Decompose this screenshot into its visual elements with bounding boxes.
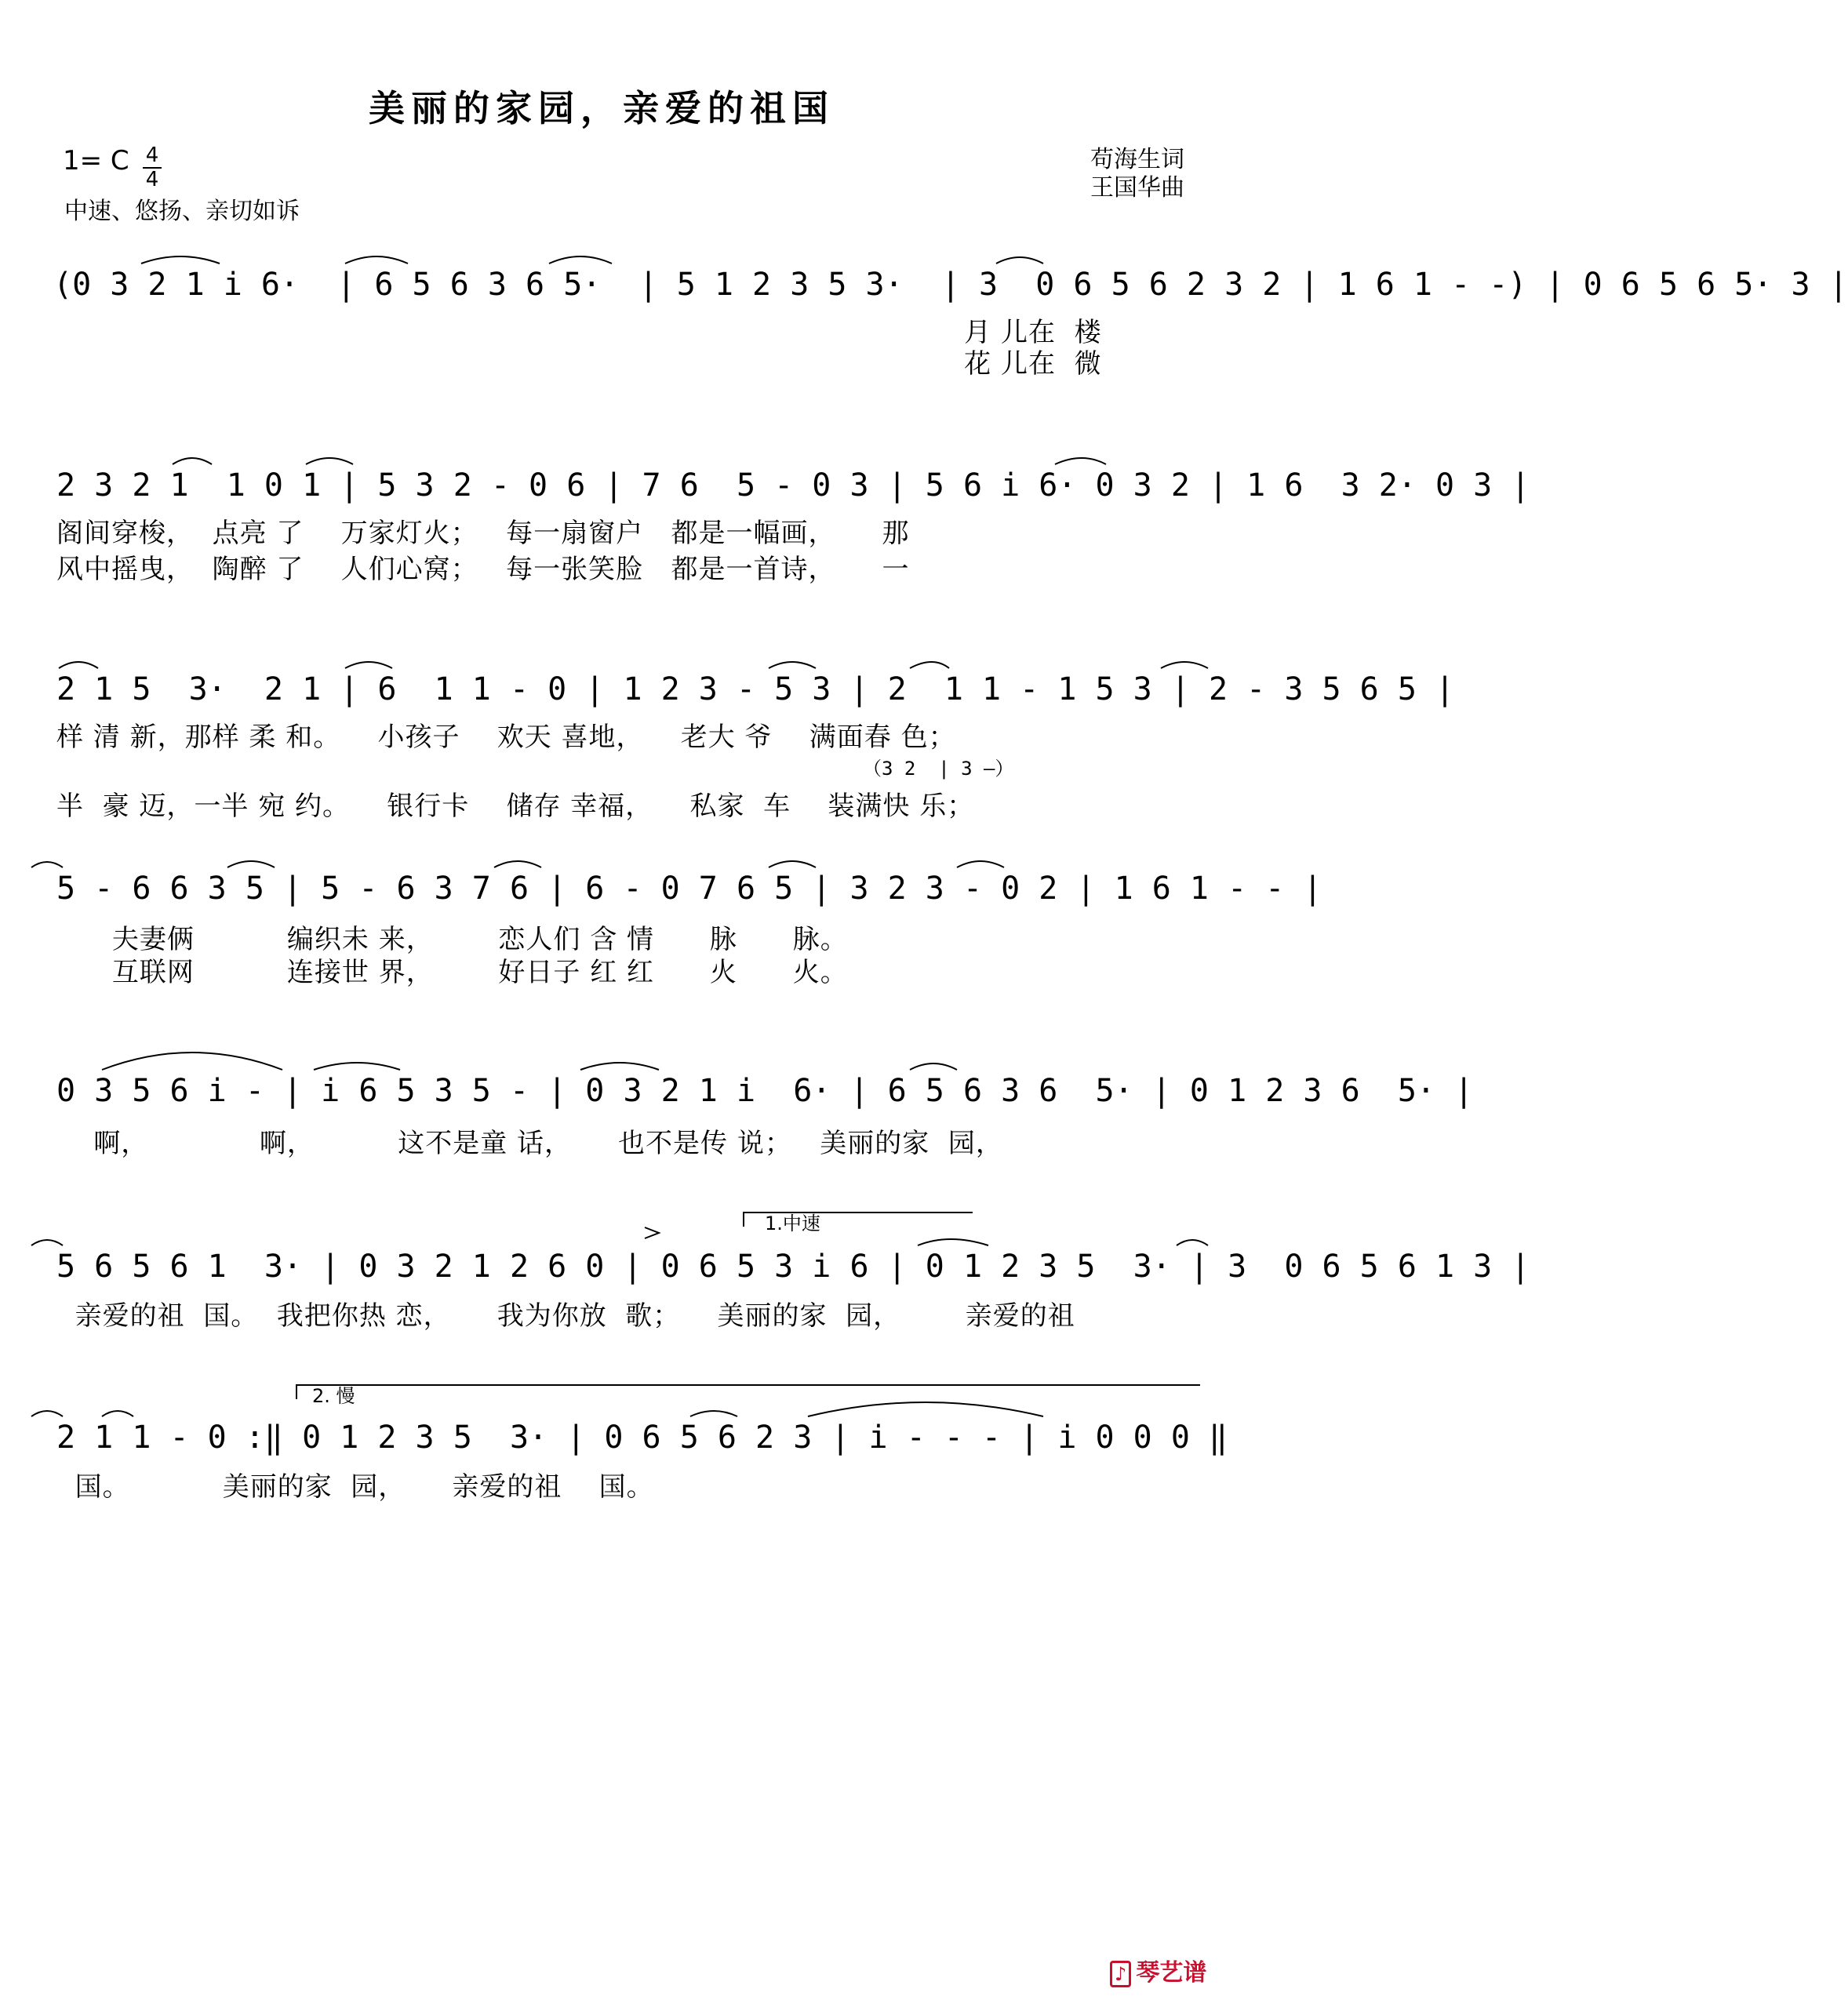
slur: [769, 662, 816, 668]
lyric-line-2b: 风中摇曳， 陶醉 了 人们心窝； 每一张笑脸 都是一首诗， 一: [56, 554, 910, 585]
time-signature: [143, 145, 162, 191]
lyric-line-6: 亲爱的祖 国。 我把你热 恋， 我为你放 歌； 美丽的家 园， 亲爱的祖: [56, 1300, 1075, 1332]
slur: [345, 256, 408, 264]
slur: [59, 662, 98, 668]
slur: [690, 1411, 737, 1416]
slur: [957, 861, 1004, 867]
watermark-text: 琴艺谱: [1136, 1959, 1207, 1987]
time-signature-top: 4: [145, 144, 159, 167]
notation-line-5: 0 3 5 6 i - | i 6 5 3 5 - | 0 3 2 1 i 6· | 6 5 6 3 6 5· | 0 1 2 3 6 5· |: [56, 1073, 1474, 1109]
slur: [918, 1239, 988, 1245]
slur: [549, 256, 612, 264]
lyric-line-4b: 互联网 连接世 界， 好日子 红 红 火 火。: [56, 957, 848, 988]
lyric-line-4a: 夫妻俩 编织未 来， 恋人们 含 情 脉 脉。: [56, 924, 848, 955]
lyricist-credit: 苟海生词: [1090, 146, 1184, 173]
slur: [580, 1063, 659, 1070]
lyric-line-1b: 花 儿在 微: [56, 348, 1102, 380]
slur: [1161, 662, 1208, 668]
lyric-line-3a: 样 清 新，那样 柔 和。 小孩子 欢天 喜地， 老大 爷 满面春 色；: [56, 722, 956, 753]
slur: [102, 1053, 282, 1070]
notation-line-6: 5 6 5 6 1 3· | 0 3 2 1 2 6 0 | 0 6 5 3 i 6 | 0 1 2 3 5 3· | 3 0 6 5 6 1 3 |: [56, 1249, 1530, 1285]
slur: [314, 1063, 400, 1070]
lyric-line-1a: 月 儿在 楼: [56, 317, 1102, 348]
slur: [345, 662, 392, 668]
slur: [910, 1063, 957, 1070]
variant-notes: （3 2 | 3 —）: [863, 758, 1014, 780]
slur: [31, 1240, 63, 1245]
volta-2-bracket: [296, 1385, 1200, 1399]
slur: [910, 662, 949, 668]
slur: [227, 861, 275, 867]
lyric-line-3b: 半 豪 迈，一半 宛 约。 银行卡 储存 幸福， 私家 车 装满快 乐；: [56, 791, 975, 822]
slur: [494, 861, 541, 867]
volta-2-label: 2. 慢: [312, 1385, 355, 1407]
accent-mark: [645, 1227, 659, 1238]
slur: [769, 861, 816, 867]
slur: [141, 256, 220, 264]
slur: [102, 1411, 133, 1416]
notation-line-2: 2 3 2 1 1 0 1 | 5 3 2 - 0 6 | 7 6 5 - 0 3 | 5 6 i 6· 0 3 2 | 1 6 3 2· 0 3 |: [56, 467, 1530, 504]
composer-credit: 王国华曲: [1090, 174, 1184, 202]
key-signature: 1= C: [63, 145, 129, 176]
lyric-line-5: 啊， 啊， 这不是童 话， 也不是传 说； 美丽的家 园，: [56, 1128, 1003, 1159]
lyric-line-7: 国。 美丽的家 园， 亲爱的祖 国。: [56, 1471, 654, 1503]
notation-line-3: 2 1 5 3· 2 1 | 6 1 1 - 0 | 1 2 3 - 5 3 | 2 1 1 - 1 5 3 | 2 - 3 5 6 5 |: [56, 671, 1455, 707]
watermark-logo: [1110, 1953, 1206, 1987]
slur: [996, 257, 1043, 264]
slur: [1177, 1240, 1208, 1245]
time-signature-bottom: 4: [145, 168, 159, 191]
slur: [31, 862, 63, 867]
volta-1-label: 1.中速: [765, 1213, 820, 1234]
lyric-line-2a: 阁间穿梭， 点亮 了 万家灯火； 每一扇窗户 都是一幅画， 那: [56, 518, 910, 549]
page-title: 美丽的家园，亲爱的祖国: [369, 87, 835, 129]
slur: [173, 458, 212, 464]
slur: [31, 1411, 63, 1416]
notation-line-4: 5 - 6 6 3 5 | 5 - 6 3 7 6 | 6 - 0 7 6 5 | 3 2 3 - 0 2 | 1 6 1 - - |: [56, 871, 1322, 907]
logo-icon: ♪: [1110, 1961, 1131, 1987]
notation-line-7: 2 1 1 - 0 :‖ 0 1 2 3 5 3· | 0 6 5 6 2 3 | i - - - | i 0 0 0 ‖: [56, 1420, 1228, 1456]
slur: [1055, 458, 1106, 464]
slur: [306, 458, 353, 464]
slur: [808, 1402, 1043, 1416]
tempo-marking: 中速、悠扬、亲切如诉: [64, 198, 300, 225]
notation-line-1: (0 3 2 1 i 6· | 6 5 6 3 6 5· | 5 1 2 3 5 3· | 3 0 6 5 6 2 3 2 | 1 6 1 - -) | 0 6 5 6 5· 3 |: [53, 267, 1848, 303]
